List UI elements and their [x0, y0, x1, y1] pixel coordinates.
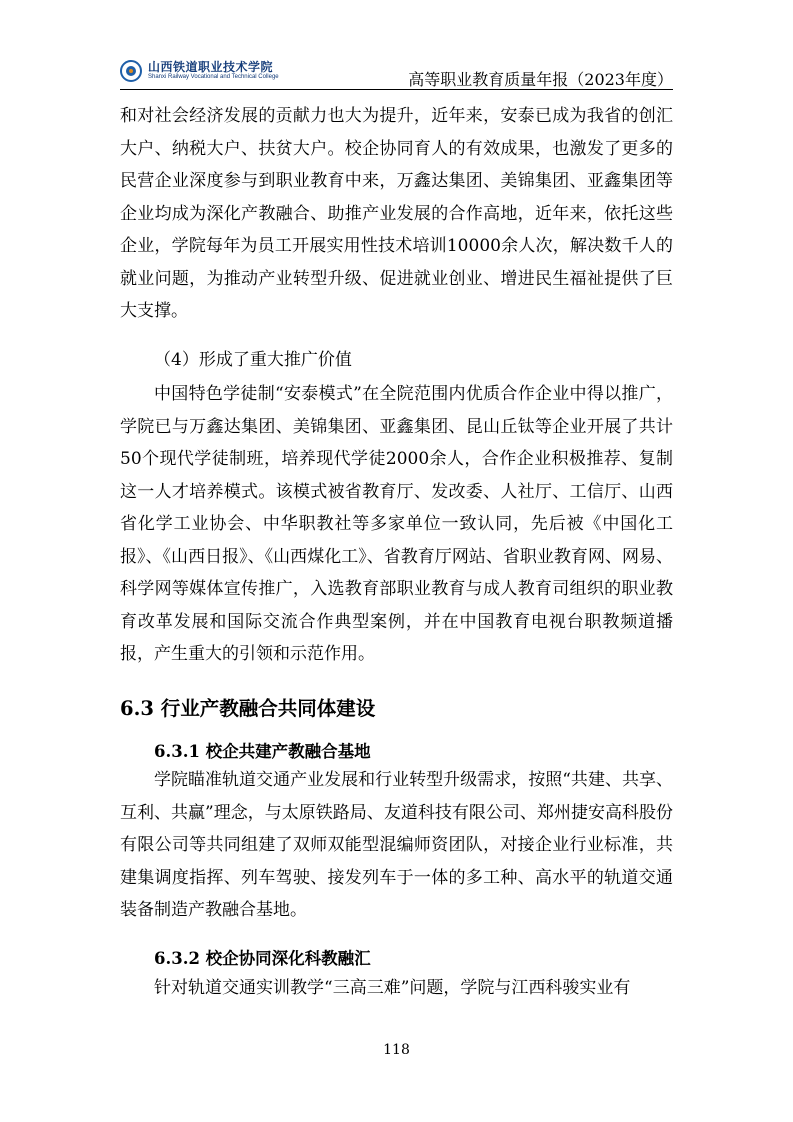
report-title: 高等职业教育质量年报（2023年度） — [408, 70, 673, 89]
college-emblem-icon — [120, 60, 142, 82]
section-heading-6-3: 6.3 行业产教融合共同体建设 — [120, 697, 376, 720]
section-heading-6-3-1: 6.3.1 校企共建产教融合基地 — [154, 742, 371, 761]
page-header — [120, 55, 673, 91]
college-logo — [120, 58, 310, 86]
paragraph-antai-model: 中国特色学徒制“安泰模式”在全院范围内优质合作企业中得以推广，学院已与万鑫达集团、美锦集团、亚鑫集团、昆山丘钛等企业开展了共计50个现代学徒制班，培养现代学徒2000余人，合作企业积极推荐、复制这一人才培养模式。该模式被省教育厅、发改委、人社厅、工信厅、山西省化学工业协会、中华职教社等多家单位一致认同，先后被《中国化工报》、《山西日报》、《山西煤化工》、省教育厅网站、省职业教育网、网易、科学网等媒体宣传推广，入选教育部职业教育与成人教育司组织的职业教育改革发展和国际交流合作典型案例，并在中国教育电视台职教频道播报，产生重大的引领和示范作用。 — [120, 384, 673, 664]
logo-english-name: Shanxi Railway Vocational and Technical College — [148, 74, 279, 80]
section-heading-6-3-2: 6.3.2 校企协同深化科教融汇 — [154, 949, 371, 968]
header-divider — [120, 89, 673, 90]
page-number: 118 — [383, 1042, 410, 1058]
subheading-promotion-value: （4）形成了重大推广价值 — [154, 350, 352, 370]
logo-chinese-name: 山西铁道职业技术学院 — [148, 60, 274, 74]
paragraph-integration-base: 学院瞄准轨道交通产业发展和行业转型升级需求，按照“共建、共享、互利、共赢”理念，与太原铁路局、友道科技有限公司、郑州捷安高科股份有限公司等共同组建了双师双能型混编师资团队，对接企业行业标准，共建集调度指挥、列车驾驶、接发列车于一体的多工种、高水平的轨道交通装备制造产教融合基地。 — [120, 770, 673, 920]
paragraph-science-education: 针对轨道交通实训教学“三高三难”问题，学院与江西科骏实业有 — [154, 978, 631, 998]
paragraph-contribution: 和对社会经济发展的贡献力也大为提升，近年来，安泰已成为我省的创汇大户、纳税大户、扶贫大户。校企协同育人的有效成果，也激发了更多的民营企业深度参与到职业教育中来，万鑫达集团、美锦集团、亚鑫集团等企业均成为深化产教融合、助推产业发展的合作高地，近年来，依托这些企业，学院每年为员工开展实用性技术培训10000余人次，解决数千人的就业问题，为推动产业转型升级、促进就业创业、增进民生福祉提供了巨大支撑。 — [120, 106, 673, 321]
